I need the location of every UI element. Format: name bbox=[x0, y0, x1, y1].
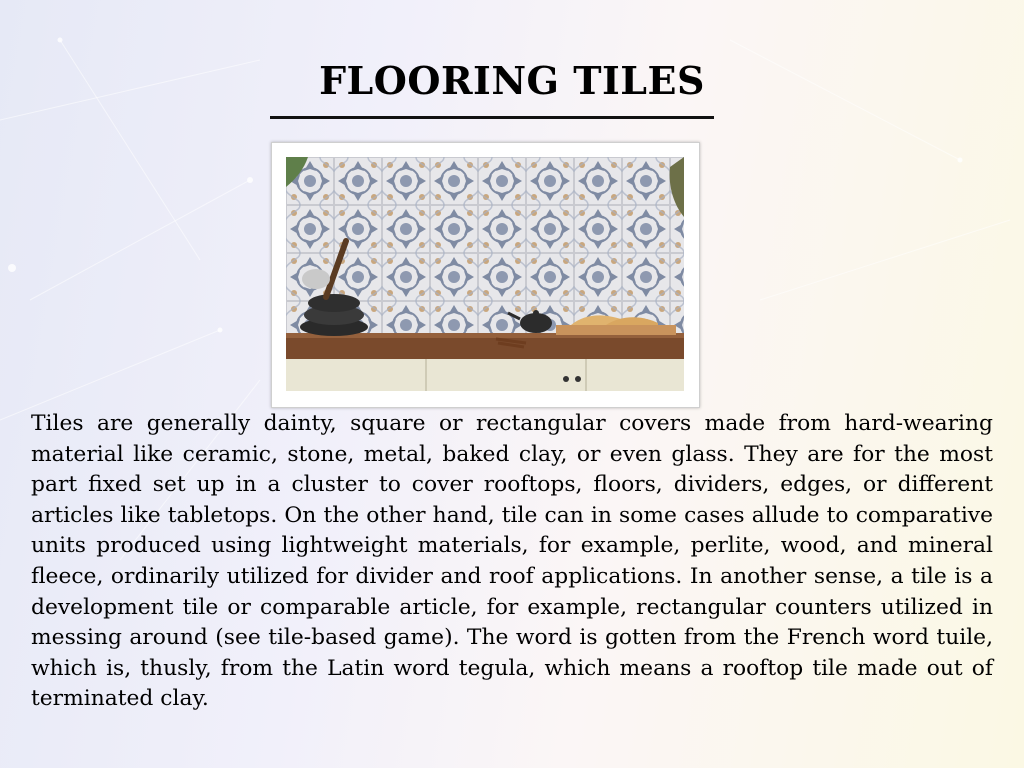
kitchen-tiles-photo bbox=[271, 142, 700, 408]
body-paragraph: Tiles are generally dainty, square or rectangular covers made from hard-wearing material like ceramic, stone, metal, baked clay, or even glass. They are for the most part fixed set up in a cluster to cover rooftops, floors, dividers, edges, or different articles like tabletops. On the other hand, tile can in some cases allude to comparative units produced using lightweight materials, for example, perlite, wood, and mineral fleece, ordinarily utilized for divider and roof applications. In another sense, a tile is a development tile or comparable article, for example, rectangular counters utilized in messing around (see tile-based game). The word is gotten from the French word tuile, which is, thusly, from the Latin word tegula, which means a rooftop tile made out of terminated clay. bbox=[31, 411, 993, 712]
title-underline bbox=[270, 116, 714, 119]
slide-title: FLOORING TILES bbox=[319, 58, 705, 103]
kitchen-backsplash-illustration bbox=[286, 157, 684, 391]
